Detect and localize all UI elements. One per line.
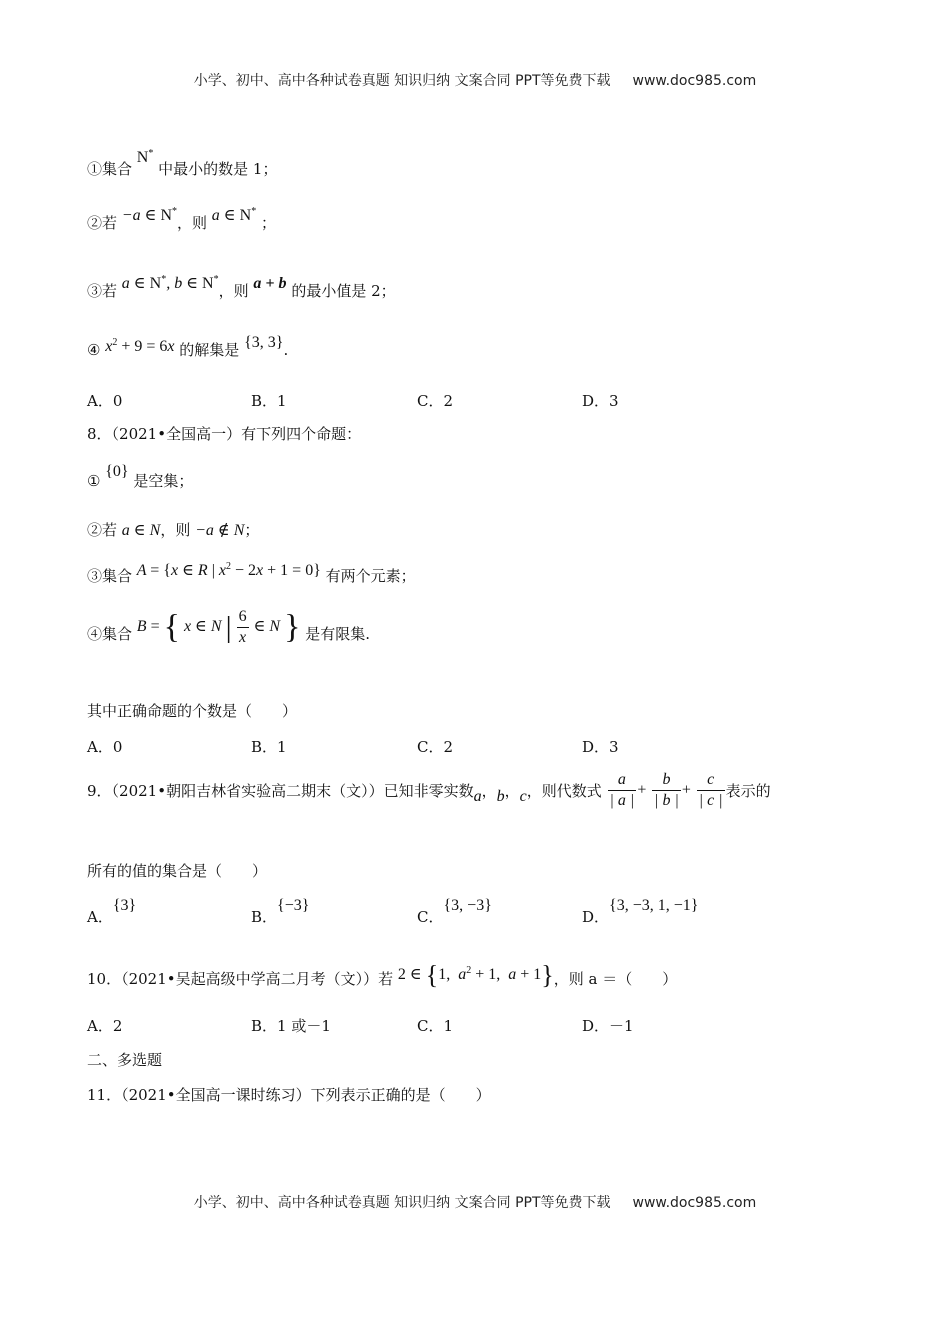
- header-site[interactable]: www.doc985.com: [632, 73, 757, 89]
- page-footer: [0, 1192, 950, 1212]
- math-set-A: A = {x ∈ R | $x^2 - 2x + 1 = 0$}: [136, 561, 321, 579]
- math-c: c: [519, 787, 527, 805]
- math-a-plus-b: a + b: [253, 275, 287, 292]
- q9-option-b[interactable]: B．{−3}: [251, 897, 310, 926]
- q7-option-d[interactable]: D．3: [582, 392, 619, 410]
- math-neg-a-in-N: −a ∈ N*: [121, 206, 177, 224]
- math-q10-set: 2 ∈ {1, $a^2 + 1$, a + 1}: [397, 960, 554, 989]
- q7-statement-4: ④ $x^2 + 9 = 6x$ 的解集是 {3, 3}.: [87, 334, 289, 359]
- footer-text: 小学、初中、高中各种试卷真题 知识归纳 文案合同 PPT等免费下载: [193, 1195, 611, 1211]
- header-text: 小学、初中、高中各种试卷真题 知识归纳 文案合同 PPT等免费下载: [193, 73, 611, 89]
- math-equation: $x^2 + 9 = 6x$: [105, 337, 175, 355]
- q8-statement-1: ① {0} 是空集；: [87, 463, 194, 490]
- footer-site[interactable]: www.doc985.com: [632, 1195, 757, 1211]
- math-N-star: N*: [136, 148, 154, 166]
- math-a-in-N: a ∈ N*: [211, 206, 257, 224]
- q7-statement-2: ②若 −a ∈ N*，则 a ∈ N* ；: [87, 206, 276, 232]
- q8-statement-4: ④集合 B = { x ∈ N | $\frac{6}{x}$ ∈ N } 是有限集.: [87, 608, 370, 646]
- q7-statement-1: ①集合 N* 中最小的数是 1；: [87, 148, 278, 178]
- q9-line-2: 所有的值的集合是（ ）: [87, 862, 268, 880]
- math-a-b-in-N: a ∈ N*, b ∈ N*: [121, 274, 219, 292]
- q7-option-a[interactable]: A．0: [87, 392, 123, 410]
- q7-option-c[interactable]: C．2: [417, 392, 454, 410]
- q10-option-a[interactable]: A．2: [87, 1017, 123, 1035]
- q8-title: 8．（2021•全国高一）有下列四个命题：: [87, 425, 362, 443]
- section-heading: 二、多选题: [87, 1051, 163, 1069]
- math-neg-a-notin-N: −a ∉ N: [195, 522, 245, 539]
- math-frac-b: $\frac{b}{| b |}$: [654, 771, 679, 809]
- page-header: [0, 70, 950, 90]
- math-a-in-N: a ∈ N: [121, 522, 161, 539]
- q8-option-a[interactable]: A．0: [87, 738, 123, 756]
- math-set-0: {0}: [105, 463, 129, 480]
- q8-option-b[interactable]: B．1: [251, 738, 287, 756]
- q10-option-c[interactable]: C．1: [417, 1017, 454, 1035]
- q8-stem: 其中正确命题的个数是（ ）: [87, 702, 298, 720]
- q10-statement: 10．（2021•吴起高级中学高二月考（文））若 2 ∈ {1, $a^2 + 1$, a + 1}，则 a ＝（ ）: [87, 960, 678, 989]
- math-b: b: [496, 787, 505, 805]
- q8-statement-2: ②若 a ∈ N，则 −a ∉ N；: [87, 521, 260, 539]
- q9-statement: 9．（2021•朝阳吉林省实验高二期末（文））已知非零实数a，b，c，则代数式 $\frac{a}{| a |}$ + $\frac{b}{| b |}$ + $\frac{c}{| c |}$ 表示的: [87, 771, 771, 809]
- q9-option-d[interactable]: D．{3, −3, 1, −1}: [582, 897, 699, 926]
- math-set-B: B = { x ∈ N | $\frac{6}{x}$ ∈ N }: [136, 608, 301, 646]
- q11-statement: 11．（2021•全国高一课时练习）下列表示正确的是（ ）: [87, 1086, 491, 1104]
- q9-option-a[interactable]: A．{3}: [87, 897, 137, 926]
- math-set-3-3: {3, 3}: [244, 334, 284, 351]
- q10-option-b[interactable]: B．1 或－1: [251, 1017, 331, 1035]
- q7-statement-3: ③若 a ∈ N*, b ∈ N*，则 a + b 的最小值是 2；: [87, 274, 396, 300]
- q8-option-c[interactable]: C．2: [417, 738, 454, 756]
- q9-option-c[interactable]: C．{3, −3}: [417, 897, 492, 926]
- math-frac-a: $\frac{a}{| a |}$: [609, 771, 635, 809]
- q7-option-b[interactable]: B．1: [251, 392, 287, 410]
- q10-option-d[interactable]: D．－1: [582, 1017, 634, 1035]
- math-a: a: [473, 787, 482, 805]
- q8-statement-3: ③集合 A = {x ∈ R | $x^2 - 2x + 1 = 0$} 有两个元素；: [87, 561, 416, 585]
- math-frac-c: $\frac{c}{| c |}$: [698, 771, 723, 809]
- q8-option-d[interactable]: D．3: [582, 738, 619, 756]
